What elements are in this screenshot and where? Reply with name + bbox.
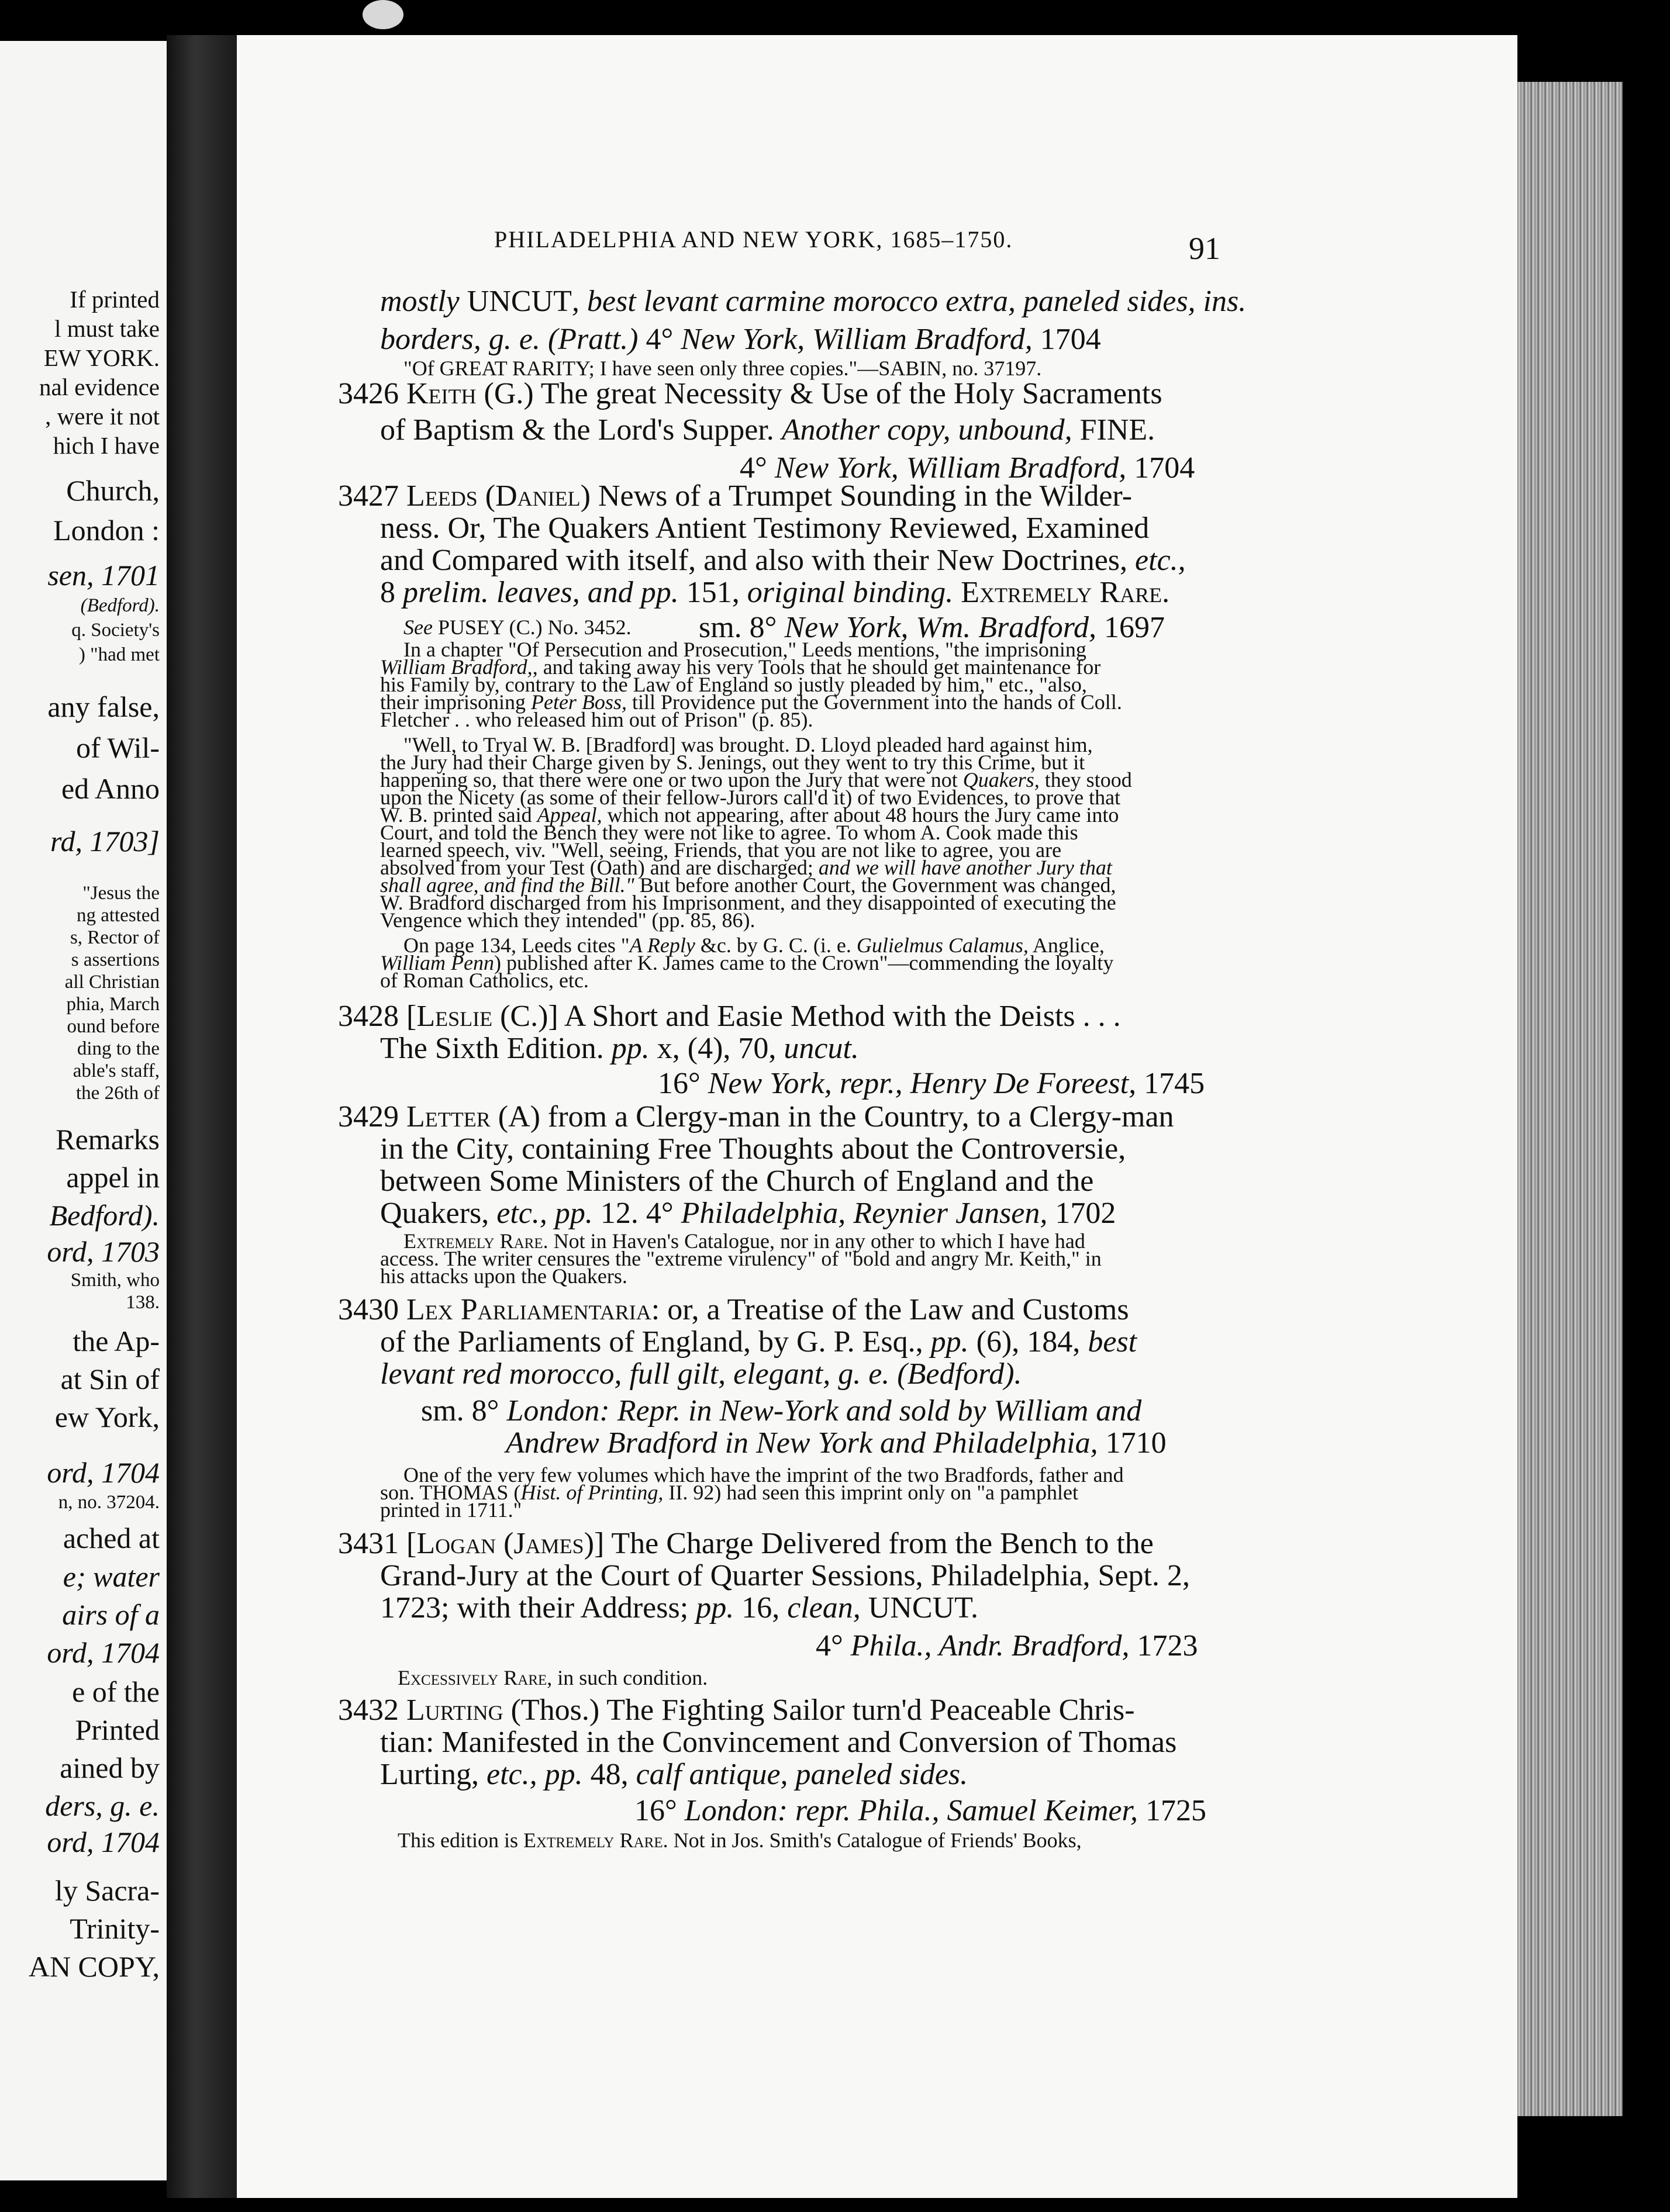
text-run: in the City, containing Free Thoughts about the Controversie,: [380, 1132, 1126, 1166]
text-run: his Family by, contrary to the Law of England so justly pleaded by him," etc., "also,: [380, 673, 1087, 696]
left-page-line: ound before: [67, 1016, 160, 1037]
text-run: 3428 [: [338, 1000, 417, 1033]
text-run: Quakers,: [380, 1197, 497, 1230]
text-run: 1723; with their Address;: [380, 1591, 696, 1625]
text-run: 4°: [638, 323, 681, 356]
text-run: their imprisoning: [380, 690, 531, 714]
text-run: Philadelphia, Reynier Jansen,: [681, 1197, 1055, 1230]
text-run: Leeds: [406, 479, 478, 513]
left-page-line: the 26th of: [76, 1083, 160, 1104]
text-run: 3430: [338, 1293, 406, 1326]
text-line: [380, 286, 1246, 317]
left-page-line: e; water: [63, 1560, 160, 1593]
left-page-line: ord, 1704: [47, 1456, 160, 1489]
text-run: Extremely Rare.: [961, 576, 1170, 609]
text-run: of the Parliaments of England, by G. P. Esq.,: [380, 1325, 931, 1359]
text-run: Grand-Jury at the Court of Quarter Sessions, Philadelphia, Sept. 2,: [380, 1559, 1190, 1592]
text-line: [380, 1593, 978, 1623]
text-run: learned speech, viv. "Well, seeing, Friends, that you are not like to agree, you are: [380, 838, 1062, 862]
text-run: happening so, that there were one or two upon the Jury that were not: [380, 768, 963, 792]
left-page-line: ained by: [60, 1751, 160, 1784]
left-page-line: e of the: [72, 1675, 160, 1708]
text-run: borders, g. e. (Pratt.): [380, 323, 639, 356]
text-run: Logan: [416, 1527, 496, 1560]
left-page-line: Remarks: [56, 1123, 160, 1156]
text-run: (: [496, 1527, 514, 1560]
text-run: Fletcher . . who released him out of Prison" (p. 85).: [380, 708, 813, 731]
text-line: [338, 481, 1132, 511]
text-run: UNCUT: [467, 285, 572, 318]
text-run: London: repr. Phila., Samuel Keimer,: [684, 1794, 1145, 1827]
text-run: 12. 4°: [592, 1197, 681, 1230]
text-line: [380, 1327, 1137, 1357]
left-page-line: s, Rector of: [70, 927, 160, 948]
text-run: levant red morocco, full gilt, elegant, g. e. (Bedford).: [380, 1357, 1022, 1391]
text-line: [338, 1529, 1154, 1559]
text-line: [380, 1359, 1022, 1390]
text-run: the Jury had their Charge given by S. Jenings, out they went to try this Crime, but it: [380, 751, 1085, 774]
text-run: 4°: [740, 451, 775, 485]
left-page-line: If printed: [70, 286, 160, 313]
text-line: [398, 1830, 1082, 1851]
text-run: mostly: [380, 285, 467, 318]
left-page-line: appel in: [66, 1161, 160, 1194]
text-run: 1702: [1055, 1197, 1116, 1230]
page-number: 91: [1189, 231, 1220, 266]
left-page-line: hich I have: [53, 432, 160, 459]
text-line: [398, 1667, 708, 1688]
text-line: [634, 1796, 1206, 1826]
text-run: Phila., Andr. Bradford,: [850, 1629, 1137, 1663]
text-line: [380, 970, 589, 991]
text-line: [380, 1561, 1190, 1591]
text-run: absolved from your Test (Oath) and are discharged;: [380, 856, 819, 879]
text-run: of Roman Catholics, etc.: [380, 969, 589, 992]
text-line: [380, 1760, 968, 1790]
text-run: 48,: [582, 1758, 636, 1791]
text-line: [380, 709, 813, 730]
text-run: Lurting,: [380, 1758, 486, 1791]
text-run: On page 134, Leeds cites ": [403, 934, 630, 957]
text-run: Excessively Rare,: [398, 1666, 553, 1689]
text-run: FINE.: [1079, 413, 1155, 447]
text-run: 151,: [678, 576, 747, 609]
text-line: [338, 1001, 1121, 1032]
text-run: "Of GREAT RARITY; I have seen only three copies."—SABIN, no. 37197.: [403, 357, 1042, 380]
text-run: One of the very few volumes which have the imprint of the two Bradfords, father and: [403, 1463, 1124, 1487]
text-run: The Sixth Edition.: [380, 1032, 612, 1065]
text-run: PUSEY (C.) No. 3452.: [432, 616, 632, 639]
text-line: [380, 324, 1101, 355]
text-run: Not in Jos. Smith's Catalogue of Friends' Books,: [668, 1829, 1082, 1852]
text-run: James: [513, 1527, 584, 1560]
text-run: Extremely Rare.: [523, 1829, 668, 1852]
text-line: [380, 1198, 1116, 1229]
left-page-line: ly Sacra-: [54, 1874, 160, 1907]
text-run: upon the Nicety (as some of their fellow-Jurors call'd it) of two Evidences, to prove that: [380, 786, 1121, 809]
text-line: [380, 910, 755, 931]
left-page-line: Church,: [66, 474, 160, 507]
left-page-line: of Wil-: [76, 731, 160, 764]
text-line: [380, 545, 1186, 576]
text-line: [421, 1396, 1141, 1426]
text-line: [403, 358, 1041, 379]
text-run: (A) from a Clergy-man in the Country, to a Clergy-man: [490, 1100, 1174, 1133]
left-page-line: sen, 1701: [47, 559, 160, 592]
text-run: in such condition.: [552, 1666, 708, 1689]
left-page-line: ord, 1704: [47, 1636, 160, 1669]
text-run: II. 92) had seen this imprint only on "a pamphlet: [663, 1481, 1078, 1504]
text-run: 1710: [1105, 1426, 1167, 1460]
text-run: which not appearing, after about 48 hours the Jury came into: [602, 803, 1119, 827]
page-edges: [1517, 82, 1623, 2116]
text-run: uncut.: [784, 1032, 859, 1065]
left-page-line: ding to the: [77, 1038, 160, 1059]
running-title: PHILADELPHIA AND NEW YORK, 1685–1750.: [494, 226, 1013, 253]
text-run: : or, a Treatise of the Law and Customs: [651, 1293, 1129, 1326]
text-run: In a chapter "Of Persecution and Prosecution," Leeds mentions, "the imprisoning: [403, 638, 1086, 661]
left-page-line: nal evidence: [39, 374, 160, 400]
text-line: [338, 1295, 1129, 1325]
text-run: Quakers,: [962, 768, 1040, 792]
text-run: 3431 [: [338, 1527, 417, 1560]
text-run: son. THOMAS (: [380, 1481, 521, 1504]
text-line: [658, 1069, 1205, 1099]
text-run: Vengence which they intended" (pp. 85, 86).: [380, 908, 755, 932]
text-run: Court, and told the Bench they were not like to agree. To whom A. Cook made this: [380, 821, 1078, 844]
text-run: Keith: [406, 377, 477, 410]
text-run: 1723: [1137, 1629, 1198, 1663]
text-run: 1725: [1145, 1794, 1206, 1827]
left-page-line: ached at: [63, 1522, 160, 1554]
text-run: New York, Wm. Bradford,: [784, 611, 1105, 644]
text-run: , and taking away his very Tools that he should get maintenance for: [532, 655, 1101, 679]
text-run: ness. Or, The Quakers Antient Testimony Reviewed, Examined: [380, 511, 1150, 545]
text-run: (C.)] A Short and Easie Method with the Deists . . .: [492, 1000, 1121, 1033]
left-page-line: , were it not: [45, 403, 160, 430]
text-run: (Thos.) The Fighting Sailor turn'd Peaceable Chris-: [503, 1693, 1135, 1727]
text-line: [380, 578, 1169, 608]
text-run: etc., pp.: [486, 1758, 583, 1791]
text-run: sm. 8°: [699, 611, 785, 644]
text-run: New York, repr., Henry De Foreest,: [708, 1067, 1144, 1100]
left-page-line: any false,: [47, 690, 160, 723]
text-run: clean,: [787, 1591, 861, 1625]
left-page-fragment: [0, 41, 170, 2180]
text-run: [953, 576, 961, 609]
text-run: Appeal,: [537, 803, 602, 827]
text-run: 1704: [1040, 323, 1101, 356]
text-run: and Compared with itself, and also with their New Doctrines,: [380, 544, 1136, 577]
text-run: W. B. printed said: [380, 803, 537, 827]
text-run: (6), 184,: [968, 1325, 1088, 1359]
text-line: [338, 1102, 1174, 1132]
text-run: etc., pp.: [496, 1197, 593, 1230]
text-run: Letter: [406, 1100, 491, 1133]
left-page-line: at Sin of: [60, 1363, 160, 1395]
text-run: pp.: [696, 1591, 734, 1625]
left-page-line: Bedford).: [49, 1199, 160, 1232]
text-line: [380, 1166, 1093, 1197]
text-run: A Reply: [629, 934, 695, 957]
left-page-line: Smith, who: [70, 1270, 160, 1291]
left-page-line: ) "had met: [78, 644, 160, 665]
text-run: 3429: [338, 1100, 406, 1133]
left-page-line: the Ap-: [73, 1325, 160, 1357]
book-gutter: [167, 35, 237, 2198]
text-run: William Penn: [380, 951, 494, 974]
text-run: tian: Manifested in the Convincement and Conversion of Thomas: [380, 1726, 1177, 1759]
text-line: [380, 1727, 1176, 1758]
text-run: 16°: [658, 1067, 708, 1100]
text-run: Extremely Rare.: [403, 1229, 548, 1253]
text-run: pp.: [611, 1032, 650, 1065]
left-page-line: ed Anno: [61, 772, 160, 805]
text-run: Gulielmus Calamus,: [856, 934, 1029, 957]
left-page-line: ders, g. e.: [45, 1789, 160, 1822]
left-page-line: phia, March: [66, 994, 160, 1015]
text-line: [380, 415, 1155, 445]
text-run: sm. 8°: [421, 1394, 507, 1428]
text-run: Anglice,: [1028, 934, 1105, 957]
main-page: [237, 35, 1517, 2198]
text-run: prelim. leaves, and pp.: [403, 576, 679, 609]
text-run: access. The writer censures the "extreme virulency" of "bold and angry Mr. Keith," in: [380, 1247, 1102, 1270]
text-run: Not in Haven's Catalogue, nor in any other to which I have had: [548, 1229, 1085, 1253]
text-run: 1745: [1144, 1067, 1205, 1100]
text-run: his attacks upon the Quakers.: [380, 1264, 627, 1288]
text-run: Peter Boss,: [530, 690, 627, 714]
text-run: best: [1088, 1325, 1137, 1359]
left-page-line: able's staff,: [73, 1060, 160, 1081]
text-run: New York, William Bradford,: [774, 451, 1134, 485]
text-run: New York, William Bradford,: [681, 323, 1040, 356]
text-run: Hist. of Printing,: [520, 1481, 664, 1504]
text-run: London: Repr. in New-York and sold by William and: [506, 1394, 1142, 1428]
text-run: ) News of a Trumpet Sounding in the Wilder-: [580, 479, 1133, 513]
text-line: [380, 1134, 1126, 1164]
left-page-line: ord, 1703: [47, 1235, 160, 1268]
text-run: 1704: [1134, 451, 1195, 485]
left-page-line: s assertions: [71, 949, 160, 970]
text-run: printed in 1711.": [380, 1498, 522, 1522]
text-line: [380, 513, 1149, 544]
scan-speck: [363, 0, 403, 29]
text-run: Lurting: [406, 1693, 503, 1727]
text-run: pp.: [930, 1325, 969, 1359]
left-page-line: Trinity-: [70, 1912, 160, 1945]
text-run: Leslie: [416, 1000, 493, 1033]
text-run: (: [477, 479, 496, 513]
text-run: calf antique, paneled sides.: [636, 1758, 968, 1791]
text-run: Lex Parliamentaria: [406, 1293, 651, 1326]
text-run: 3426: [338, 377, 406, 410]
text-line: [338, 1695, 1135, 1726]
text-run: [861, 1591, 868, 1625]
left-page-line: n, no. 37204.: [58, 1492, 160, 1513]
text-line: [380, 1266, 627, 1287]
text-run: )] The Charge Delivered from the Bench to the: [584, 1527, 1154, 1560]
text-run: 3432: [338, 1693, 406, 1727]
left-page-line: "Jesus the: [82, 883, 160, 904]
text-run: till Providence put the Government into the hands of Coll.: [626, 690, 1122, 714]
left-page-line: all Christian: [64, 972, 160, 993]
text-run: See: [403, 616, 433, 639]
text-run: they stood: [1039, 768, 1132, 792]
text-line: [816, 1631, 1198, 1661]
left-page-line: AN COPY,: [28, 1950, 160, 1983]
left-page-line: London :: [53, 514, 160, 547]
text-run: 8: [380, 576, 403, 609]
left-page-line: q. Society's: [71, 620, 160, 641]
text-run: between Some Ministers of the Church of England and the: [380, 1164, 1094, 1198]
text-run: x, (4), 70,: [649, 1032, 784, 1065]
text-run: and we will have another Jury that: [818, 856, 1112, 879]
text-run: Andrew Bradford in New York and Philadelphia,: [506, 1426, 1106, 1460]
text-run: 4°: [816, 1629, 851, 1663]
text-line: [380, 1034, 859, 1064]
text-line: [403, 617, 632, 638]
text-run: This edition is: [398, 1829, 523, 1852]
text-run: Daniel: [495, 479, 581, 513]
text-run: etc.,: [1135, 544, 1186, 577]
left-page-line: rd, 1703]: [50, 825, 160, 858]
left-page-line: 138.: [126, 1292, 160, 1313]
text-run: William Bradford,: [380, 655, 533, 679]
left-page-line: ew York,: [54, 1401, 160, 1433]
text-run: of Baptism & the Lord's Supper.: [380, 413, 782, 447]
left-page-line: ng attested: [76, 905, 160, 926]
left-page-line: EW YORK.: [43, 344, 160, 371]
left-page-line: airs of a: [62, 1598, 160, 1631]
text-run: , best levant carmine morocco extra, paneled sides, ins.: [571, 285, 1247, 318]
left-page-line: (Bedford).: [80, 595, 160, 616]
text-run: "Well, to Tryal W. B. [Bradford] was brought. D. Lloyd pleaded hard against him,: [403, 733, 1093, 756]
left-page-line: l must take: [54, 315, 160, 342]
text-run: 1697: [1104, 611, 1165, 644]
text-run: 16°: [634, 1794, 685, 1827]
text-line: [380, 1499, 522, 1520]
text-line: [338, 379, 1162, 409]
text-run: But before another Court, the Government was changed,: [634, 873, 1116, 897]
text-run: 3427: [338, 479, 406, 513]
text-run: Another copy, unbound,: [781, 413, 1080, 447]
text-run: original binding.: [747, 576, 954, 609]
text-run: shall agree, and find the Bill.": [380, 873, 634, 897]
text-run: (G.) The great Necessity & Use of the Holy Sacraments: [476, 377, 1162, 410]
text-run: W. Bradford discharged from his Imprisonment, and they disappointed of executing the: [380, 891, 1116, 914]
text-line: [506, 1428, 1167, 1458]
text-run: ) published after K. James came to the Crown"—commending the loyalty: [494, 951, 1114, 974]
text-run: UNCUT.: [868, 1591, 979, 1625]
text-run: 16,: [734, 1591, 788, 1625]
text-run: &c. by G. C. (i. e.: [695, 934, 857, 957]
left-page-line: ord, 1704: [47, 1826, 160, 1858]
left-page-line: Printed: [75, 1713, 160, 1746]
